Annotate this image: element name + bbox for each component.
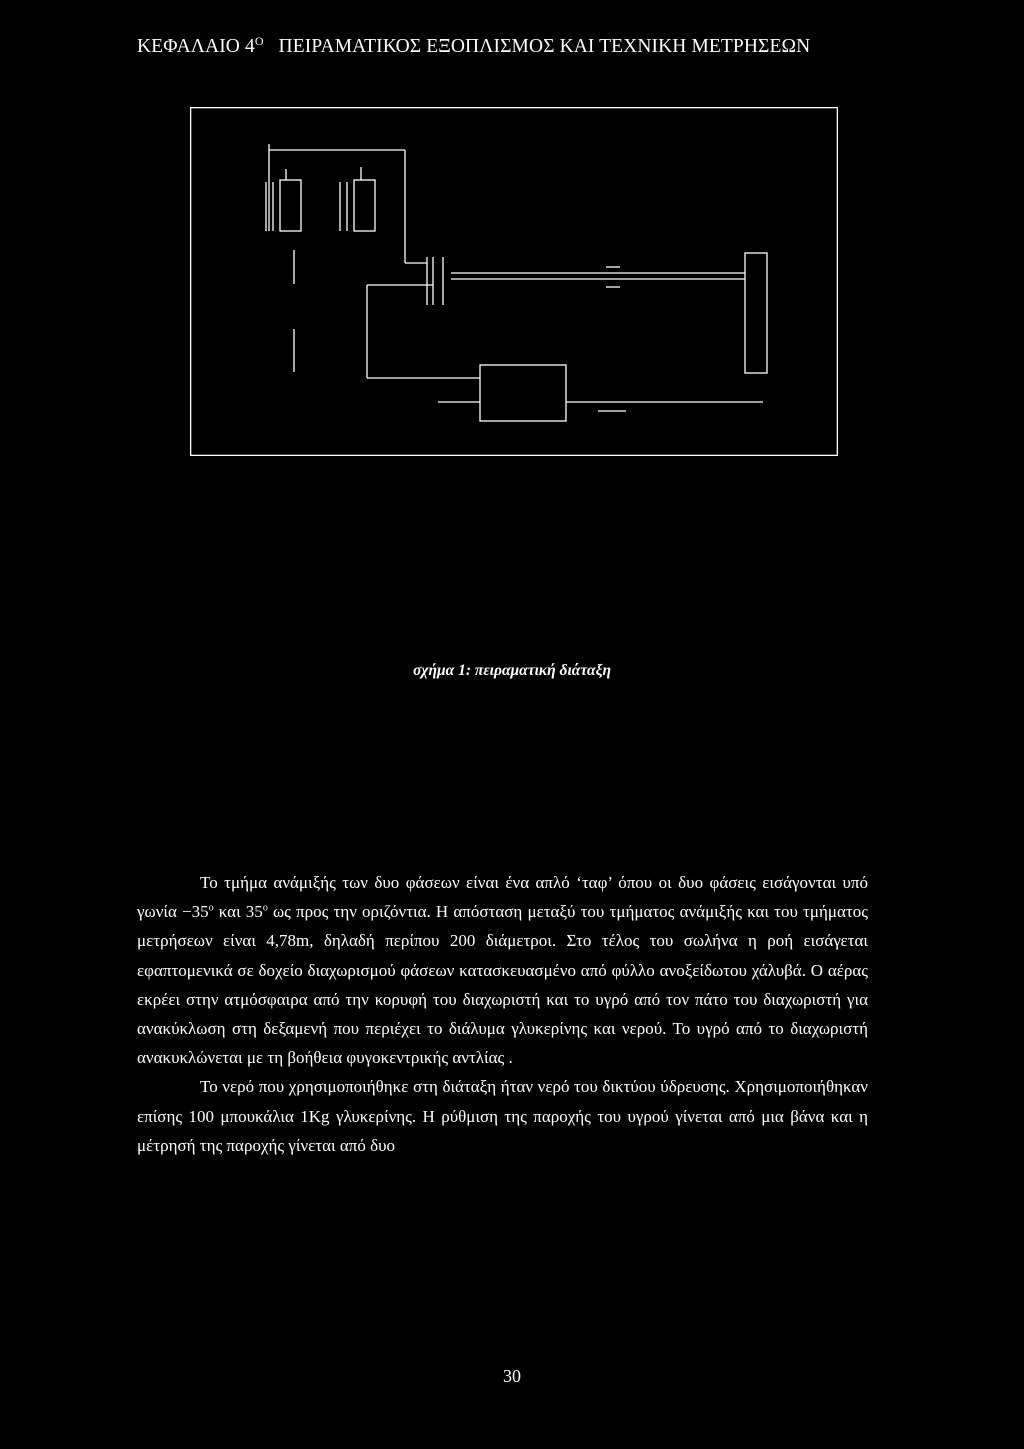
paragraph-2: Το νερό που χρησιμοποιήθηκε στη διάταξη ήταν νερό του δικτύου ύδρευσης. Χρησιμοποιήθηκαν επίσης 100 μπουκάλια 1Kg γλυκερίνης. Η ρύθμιση της παροχής του υγρού γίνεται από μια βάνα και η μέτρησή της παροχής γίνεται από δυο [137,1077,868,1155]
body-text [137,868,868,1160]
experimental-setup-diagram [190,107,838,456]
page-number: 30 [503,1366,521,1386]
figure-caption: σχήμα 1: πειραματική διάταξη [412,662,612,679]
experimental-setup-figure [190,107,838,456]
chapter-label: ΚΕΦΑΛΑΙΟ 4 [137,36,255,57]
chapter-title: ΠΕΙΡΑΜΑΤΙΚΟΣ ΕΞΟΠΛΙΣΜΟΣ ΚΑΙ ΤΕΧΝΙΚΗ ΜΕΤΡΗΣΕΩΝ [278,36,811,57]
paragraph-1: Το τμήμα ανάμιξής των δυο φάσεων είναι ένα απλό ‘ταφ’ όπου οι δυο φάσεις εισάγονται υπό $\gamma\omega\nu ί\alpha -35^o$ και 35$^o$ ως προς την οριζόντια. Η απόσταση μεταξύ του τμήματος ανάμιξής και του τμήματος μετρήσεων είναι 4,78m, δηλαδή περίπου 200 διάμετροι. Στο τέλος του σωλήνα η ροή εισάγεται εφαπτομενικά σε δοχείο διαχωρισμού φάσεων κατασκευασμένο από φύλλο ανοξείδωτου χάλυβά. Ο αέρας εκρέει στην ατμόσφαιρα από την κορυφή του διαχωριστή και το υγρό από τον πάτο του διαχωριστή για ανακύκλωση στη δεξαμενή που περιέχει το διάλυμα γλυκερίνης και νερού. Το υγρό από το διαχωριστή ανακυκλώνεται με τη βοήθεια φυγοκεντρικής αντλίας . [137,873,868,1068]
degree-superscript: o [262,902,268,914]
running-header [137,36,897,58]
degree-superscript: o [208,902,214,914]
chapter-superscript: Ο [254,34,264,48]
